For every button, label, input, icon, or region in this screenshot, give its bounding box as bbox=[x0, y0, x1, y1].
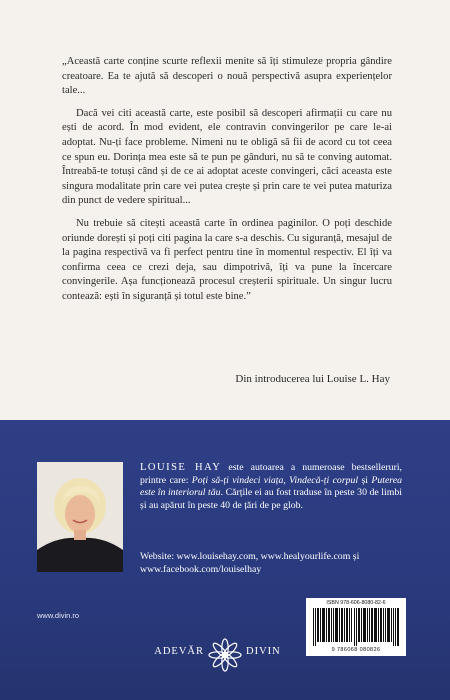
author-websites bbox=[140, 550, 410, 576]
intro-quote bbox=[62, 55, 392, 313]
bio-separator-1: , bbox=[283, 474, 290, 486]
book-title-3: Puterea este în interiorul tău bbox=[140, 474, 402, 499]
publisher-name-left: ADEVĂR bbox=[154, 646, 204, 657]
quote-paragraph-2: Dacă vei citi această carte, este posibil să descoperi afirmații cu care nu ești de acord. În mod evident, ele contravin convingerilor pe care le-ai adoptat. Nu-ți face probleme. Nimeni nu te obligă să fii de acord cu tot ceea ce spun eu. Dorința mea este să te pun pe gânduri, nu să te conving automat. Întreabă-te totuși când și de ce ai adoptat aceste convingeri, căci aceasta este singura modalitate prin care vei putea crește și prin care te vei putea maturiza din punct de vedere spiritual... bbox=[62, 107, 392, 207]
quote-source: Din introducerea lui Louise L. Hay bbox=[235, 373, 390, 385]
author-bio bbox=[140, 462, 402, 512]
bio-text-intro: este autoarea a numeroase bestselleruri, printre care: bbox=[140, 462, 402, 486]
isbn-label: ISBN 978-606-8080-82-6 bbox=[326, 600, 386, 606]
lotus-flower-icon bbox=[208, 638, 242, 672]
publisher-name-right: DIVIN bbox=[246, 646, 281, 657]
book-title-1: Poți să-ți vindeci viața bbox=[191, 474, 284, 486]
facebook-line[interactable]: www.facebook.com/louiselhay bbox=[140, 564, 262, 575]
book-title-2: Vindecă-ți corpul bbox=[289, 474, 359, 486]
publisher-logo bbox=[0, 638, 450, 668]
quote-paragraph-1: „Această carte conține scurte reflexii menite să îți stimuleze propria gândire creatoare. Ea te ajută să descoperi o nouă perspectivă asupra experiențelor tale... bbox=[62, 56, 392, 97]
author-photo bbox=[37, 462, 123, 572]
author-name: LOUISE HAY bbox=[140, 462, 222, 473]
author-panel bbox=[0, 420, 450, 700]
author-portrait-icon bbox=[37, 462, 123, 572]
barcode-number: 9 786068 080826 bbox=[331, 647, 381, 653]
bio-separator-2: și bbox=[358, 474, 372, 486]
quote-paragraph-3: Nu trebuie să citești această carte în ordinea paginilor. O poți deschide oriunde dorești și poți citi pagina la care s-a deschis. Cu siguranță, mesajul de la pagina respectivă va fi perfect pentru tine în momentul respectiv. El îți va confirma ceea ce crezi deja, sau dimpotrivă, îți va pune la încercare convingerile. Așa funcționează procesul creșterii spirituale. Un singur lucru contează: ești în siguranță și totul este bine.” bbox=[62, 217, 392, 302]
website-line[interactable]: Website: www.louisehay.com, www.healyourlife.com și bbox=[140, 551, 360, 562]
bio-text-translations: . Cărțile ei au fost traduse în peste 30 de limbi și au apărut în peste 40 de țări de pe glob. bbox=[140, 487, 402, 511]
publisher-url[interactable]: www.divin.ro bbox=[37, 611, 80, 620]
